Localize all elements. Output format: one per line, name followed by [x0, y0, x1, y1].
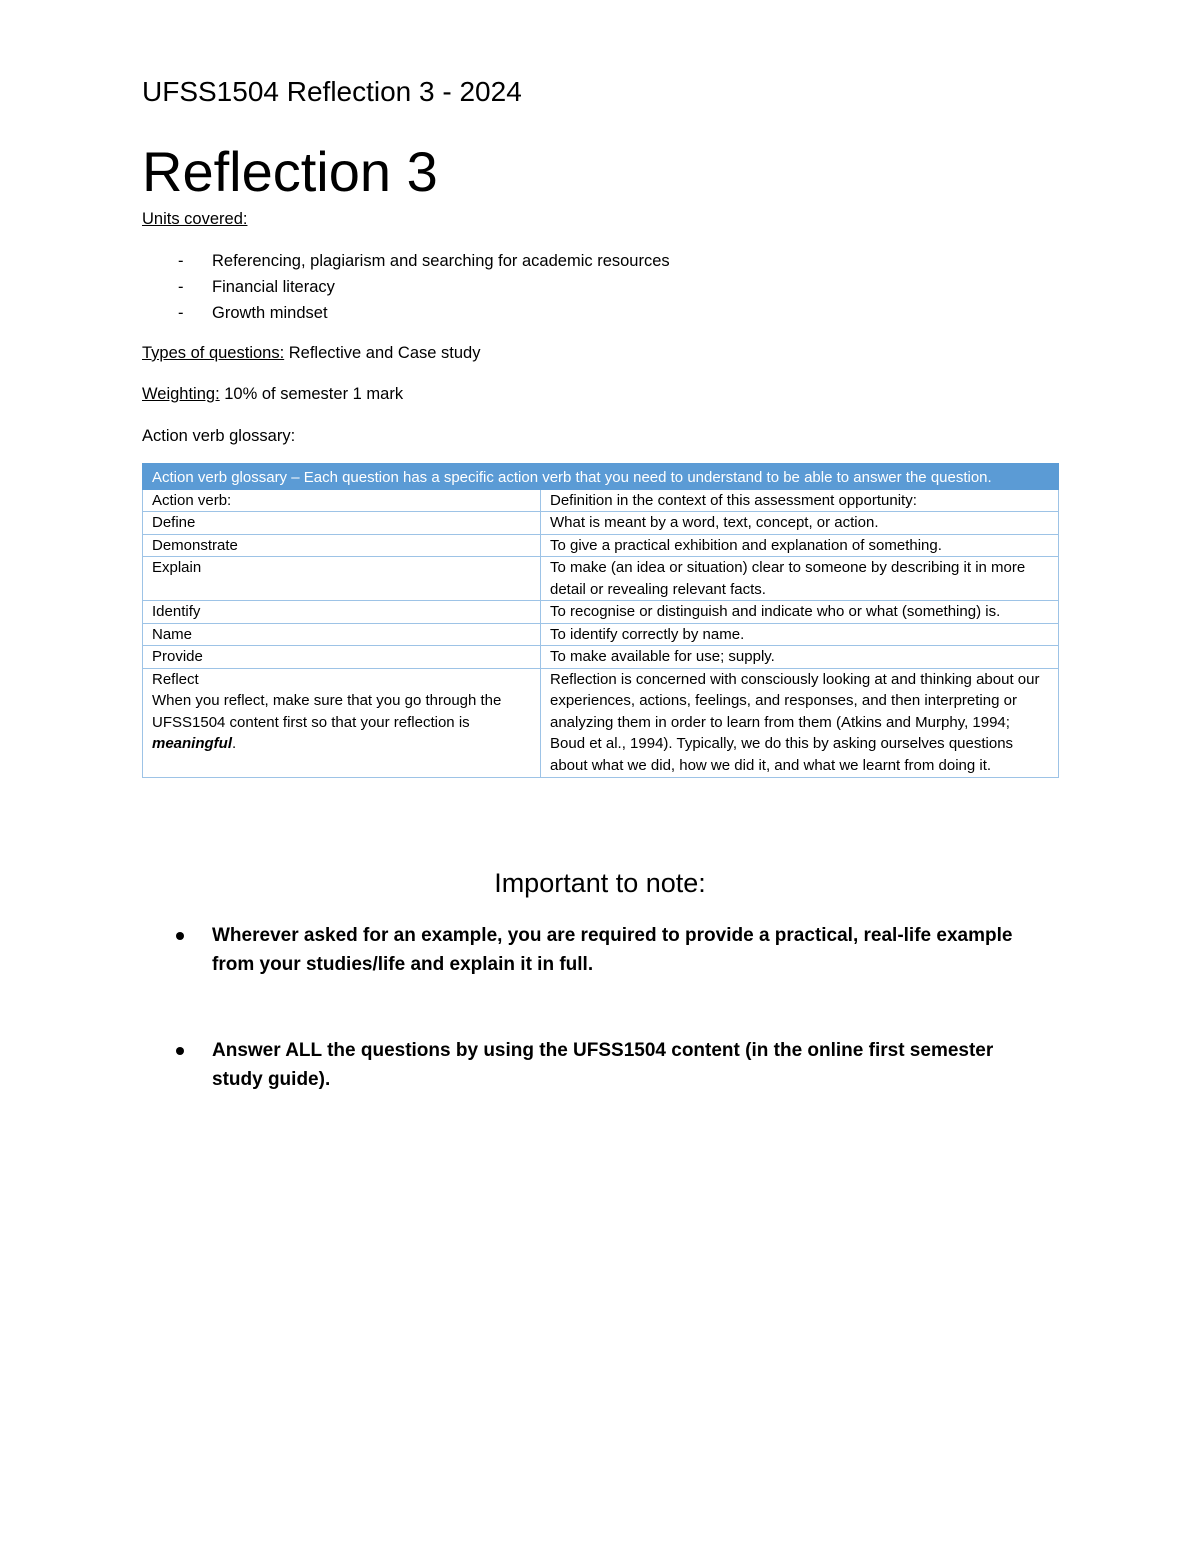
important-note-text: Answer ALL the questions by using the UFSS1504 content (in the online first semester study guide). [212, 1040, 994, 1090]
table-row [143, 534, 1059, 557]
weighting-label: Weighting: [142, 385, 220, 403]
column-header-verb: Action verb: [143, 489, 541, 512]
definition-cell: What is meant by a word, text, concept, or action. [541, 512, 1059, 535]
types-of-questions-label: Types of questions: [142, 344, 285, 362]
table-banner: Action verb glossary – Each question has a specific action verb that you need to understand to be able to answer the question. [143, 464, 1059, 490]
reflect-note-text: When you reflect, make sure that you go through the UFSS1504 content first so that your reflection is [152, 692, 502, 731]
reflect-note-emphasis: meaningful [152, 735, 233, 752]
dash-bullet: - [178, 252, 184, 270]
list-item [142, 1036, 1042, 1094]
list-item [142, 248, 670, 274]
weighting-value: 10% of semester 1 mark [219, 385, 404, 403]
verb-cell: Define [143, 512, 541, 535]
table-column-header-row [143, 489, 1059, 512]
reflect-definition-cell: Reflection is concerned with consciously looking at and thinking about our experiences, actions, feelings, and responses, and then interpreting or analyzing them in order to learn from them (Atkins and Murphy, 1994; Boud et al., 1994). Typically, we do this by asking ourselves questions about what we did, how we did it, and what we learnt from doing it. [541, 668, 1059, 778]
bullet-icon [176, 932, 184, 940]
list-item [142, 921, 1042, 979]
unit-item-label: Growth mindset [212, 304, 328, 322]
table-row [143, 557, 1059, 601]
verb-cell: Provide [143, 646, 541, 669]
definition-cell: To recognise or distinguish and indicate who or what (something) is. [541, 601, 1059, 624]
document-header-title: UFSS1504 Reflection 3 - 2024 [142, 76, 522, 107]
verb-cell: Name [143, 623, 541, 646]
action-verb-glossary-table [142, 463, 1059, 778]
list-item [142, 300, 670, 326]
reflect-note [152, 690, 531, 755]
important-notes-list [142, 921, 1042, 1094]
verb-cell: Explain [143, 557, 541, 601]
definition-cell: To give a practical exhibition and explanation of something. [541, 534, 1059, 557]
table-banner-row [143, 464, 1059, 490]
definition-cell: To make (an idea or situation) clear to someone by describing it in more detail or revealing relevant facts. [541, 557, 1059, 601]
dash-bullet: - [178, 304, 184, 322]
table-row [143, 512, 1059, 535]
units-list [142, 248, 670, 326]
unit-item-label: Financial literacy [212, 278, 335, 296]
page-title: Reflection 3 [142, 140, 438, 203]
action-verb-glossary-label: Action verb glossary: [142, 427, 296, 445]
dash-bullet: - [178, 278, 184, 296]
verb-cell: Identify [143, 601, 541, 624]
table-row [143, 623, 1059, 646]
important-note-text: Wherever asked for an example, you are required to provide a practical, real-life example from your studies/life and explain it in full. [212, 925, 1013, 975]
units-covered-label: Units covered: [142, 210, 248, 228]
list-item [142, 274, 670, 300]
types-of-questions-value: Reflective and Case study [284, 344, 481, 362]
reflect-verb: Reflect [152, 670, 199, 688]
table-row-reflect [143, 668, 1059, 778]
table-row [143, 601, 1059, 624]
verb-cell: Demonstrate [143, 534, 541, 557]
table-row [143, 646, 1059, 669]
weighting-line [142, 383, 403, 405]
important-heading: Important to note: [494, 868, 706, 898]
column-header-definition: Definition in the context of this assessment opportunity: [541, 489, 1059, 512]
definition-cell: To make available for use; supply. [541, 646, 1059, 669]
reflect-verb-cell [143, 668, 541, 778]
types-of-questions-line [142, 342, 480, 364]
definition-cell: To identify correctly by name. [541, 623, 1059, 646]
bullet-icon [176, 1047, 184, 1055]
unit-item-label: Referencing, plagiarism and searching for academic resources [212, 252, 670, 270]
reflect-note-end: . [232, 735, 237, 752]
